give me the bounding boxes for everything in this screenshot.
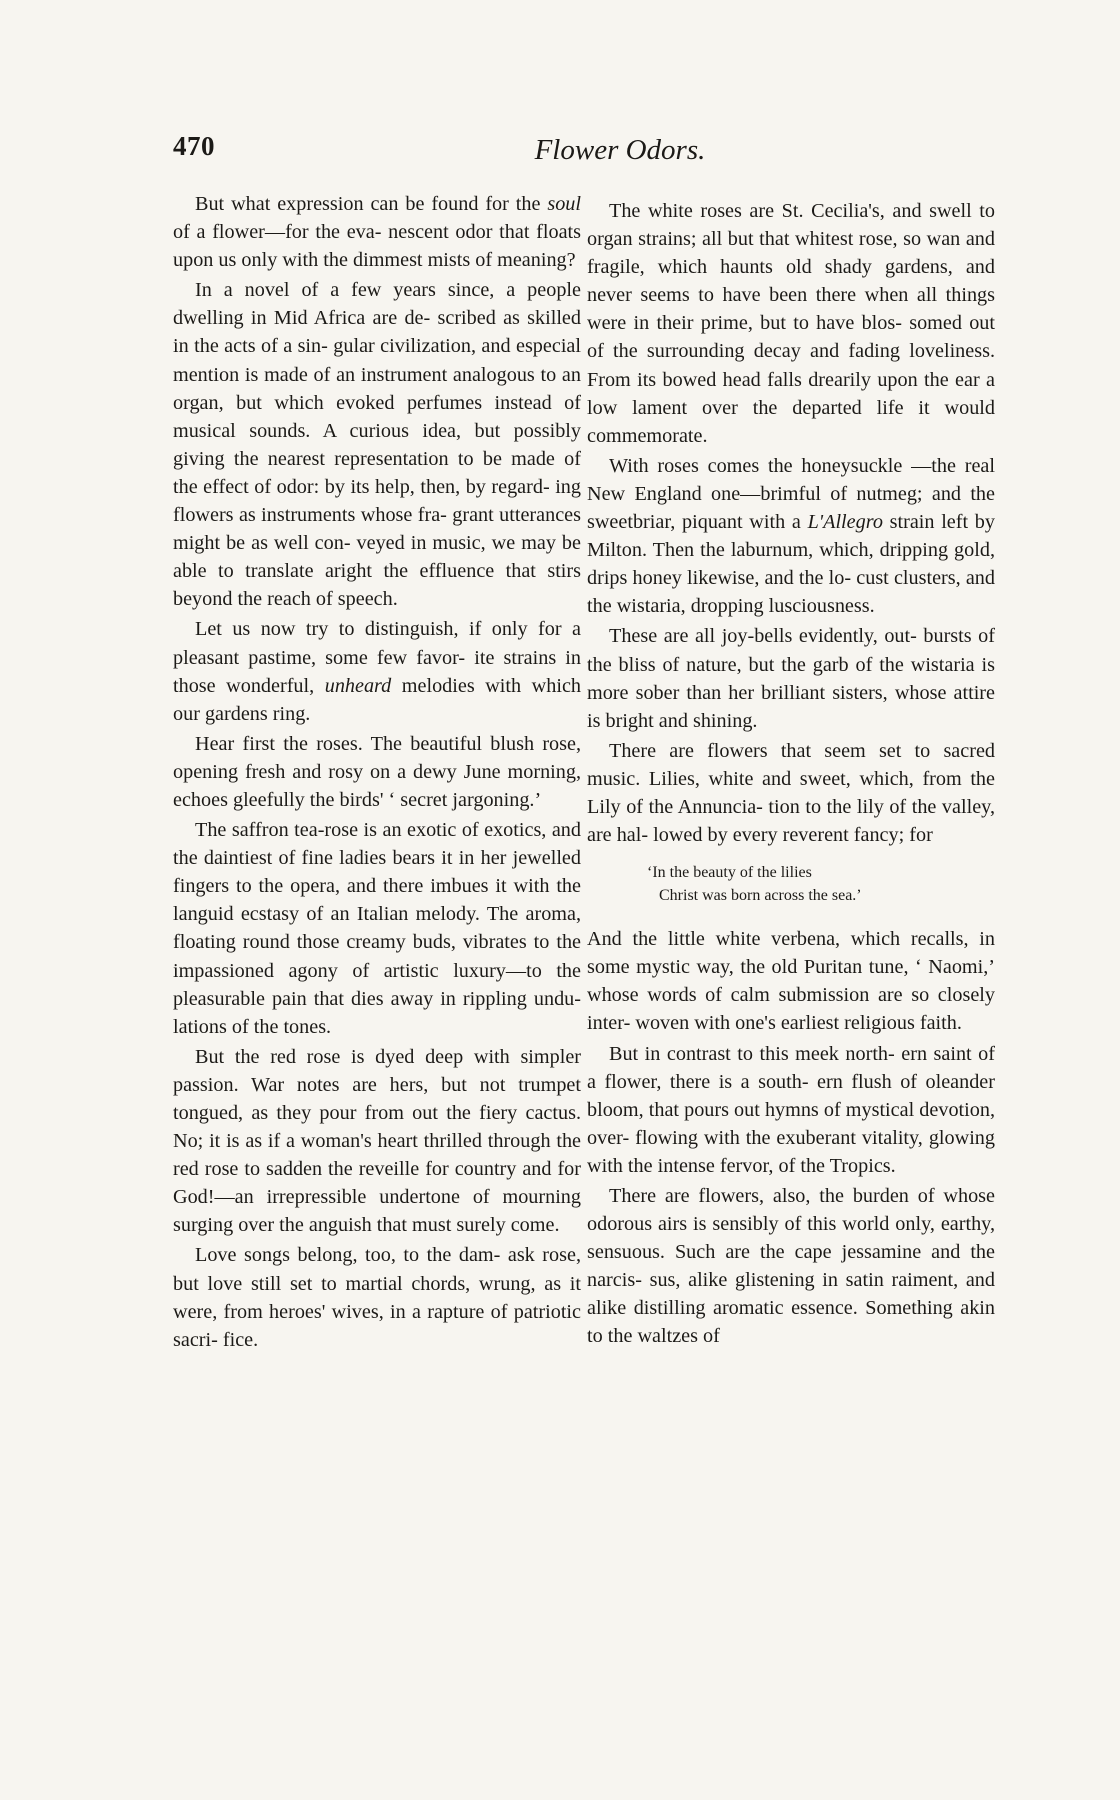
paragraph: Love songs belong, too, to the dam- ask rose, but love still set to martial chords, wrung, as it were, from heroes' wives, in a rapture of patriotic sacri- fice.: [173, 1244, 581, 1351]
paragraph: The white roses are St. Cecilia's, and swell to organ strains; all but that whitest rose, so wan and fragile, which haunts old shady gardens, and never seems to have been there when all things were in their prime, but to have blos- somed out of the surrounding decay and fading loveliness. From its bowed head falls drearily upon the ear a low lament over the departed life it would commemorate.: [587, 200, 995, 447]
paragraph: In a novel of a few years since, a people dwelling in Mid Africa are de- scribed as skilled in the acts of a sin- gular civilization, and especial mention is made of an instrument analogous to an organ, but which evoked perfumes instead of musical sounds. A curious idea, but possibly giving the nearest representation to be made of the effect of odor: by its help, then, by regard- ing flowers as instruments whose fra- grant utterances might be as well con- veyed in music, we may be able to translate aright the effluence that stirs beyond the reach of speech.: [173, 279, 581, 611]
paragraph: [173, 615, 581, 727]
paragraph: [587, 452, 995, 621]
text-run: But what expression can be found for the: [195, 193, 548, 215]
page-number: 470: [173, 131, 215, 161]
epigraph-line: Christ was born across the sea.’: [659, 887, 862, 905]
text-run: With roses comes the honeysuckle —the real New England one—brimful of nutmeg; and the sweetbriar, piquant with a: [587, 454, 995, 534]
paragraph: Hear first the roses. The beautiful blush rose, opening fresh and rosy on a dewy June morning, echoes gleefully the birds' ‘ secret jargoning.’: [173, 732, 581, 811]
paragraph: But in contrast to this meek north- ern saint of a flower, there is a south- ern flush of oleander bloom, that pours out hymns of mystical devotion, over- flowing with the exuberant vitality, glowing with the intense fervor, of the Tropics.: [587, 1042, 995, 1177]
text-run: strain left by Milton. Then the laburnum, which, dripping gold, drips honey likewise, and the lo- cust clusters, and the wistaria, dropping lusciousness.: [587, 511, 995, 618]
paragraph: [173, 190, 581, 274]
paragraph: There are flowers that seem set to sacred music. Lilies, white and sweet, which, from the Lily of the Annuncia- tion to the lily of the valley, are hal- lowed by every reverent fancy; for: [587, 739, 995, 847]
running-title: Flower Odors.: [534, 134, 706, 166]
text-run: melodies with which our gardens ring.: [173, 674, 581, 725]
epigraph-line: ‘In the beauty of the lilies: [647, 864, 812, 882]
paragraph: But the red rose is dyed deep with simpler passion. War notes are hers, but not trumpet tongued, as they pour from out the fiery cactus. No; it is as if a woman's heart thrilled through the red rose to sadden the reveille for country and for God!—an irrepressible undertone of mourning surging over the anguish that must surely come.: [173, 1045, 581, 1237]
left-column: [173, 190, 581, 1356]
italic-text: L'Allegro: [807, 511, 883, 534]
italic-text: soul: [547, 193, 581, 215]
paragraph: The saffron tea-rose is an exotic of exotics, and the daintiest of fine ladies bears it in her jewelled fingers to the opera, and there imbues it with the languid ecstasy of an Italian melody. The aroma, floating round those creamy buds, vibrates to the impassioned agony of artistic luxury—to the pleasurable pain that dies away in rippling undu- lations of the tones.: [173, 819, 581, 1038]
paragraph: There are flowers, also, the burden of whose odorous airs is sensibly of this world only, earthy, sensuous. Such are the cape jessamine and the narcis- sus, alike glistening in satin raiment, and alike distilling aromatic essence. Something akin to the waltzes of: [587, 1185, 995, 1348]
text-run: of a flower—for the eva- nescent odor that floats upon us only with the dimmest mists of meaning?: [173, 221, 581, 272]
paragraph: These are all joy-bells evidently, out- bursts of the bliss of nature, but the garb of the wistaria is more sober than her brilliant sisters, whose attire is bright and shining.: [587, 625, 995, 732]
paragraph: And the little white verbena, which recalls, in some mystic way, the old Puritan tune, ‘ Naomi,’ whose words of calm submission are so closely inter- woven with one's earliest religious faith.: [587, 928, 995, 1035]
epigraph: [587, 861, 995, 907]
text-run: Let us now try to distinguish, if only for a pleasant pastime, some few favor- ite strains in those wonderful,: [173, 618, 581, 697]
right-column: [587, 197, 995, 1353]
italic-text: unheard: [324, 674, 392, 697]
